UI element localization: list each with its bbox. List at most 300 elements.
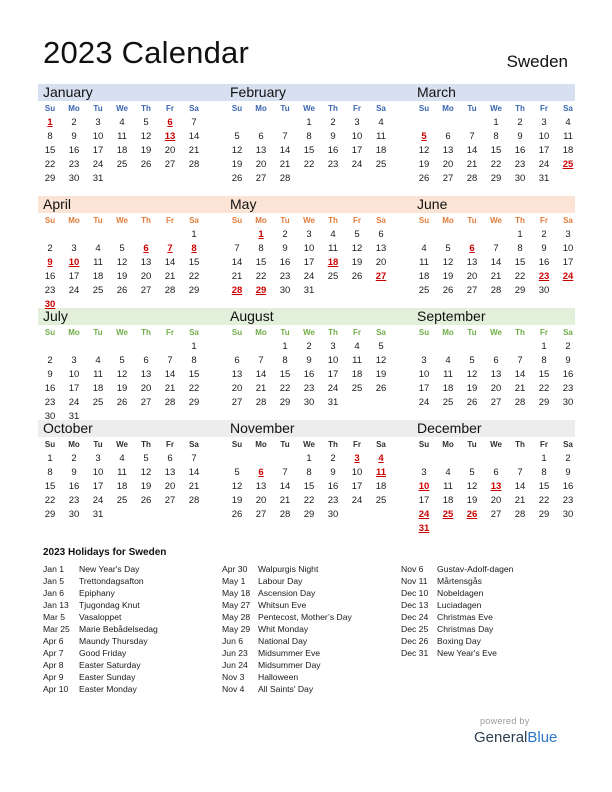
day-cell: 25 <box>327 271 339 282</box>
weekday-label: Tu <box>467 328 477 337</box>
day-cell: 22 <box>188 383 200 394</box>
holiday-row <box>43 623 218 635</box>
day-cell: 31 <box>92 509 104 520</box>
holiday-day-cell: 8 <box>191 243 197 254</box>
day-cell: 14 <box>279 481 291 492</box>
day-cell: 31 <box>68 411 80 422</box>
day-cell: 1 <box>191 341 197 352</box>
day-cell: 29 <box>538 509 550 520</box>
day-cell: 28 <box>188 495 200 506</box>
holiday-date: Dec 31 <box>401 648 429 658</box>
day-cell: 23 <box>303 383 315 394</box>
day-cell: 16 <box>68 145 80 156</box>
country-label: Sweden <box>506 52 568 71</box>
holiday-row <box>43 587 218 599</box>
day-cell: 28 <box>514 509 526 520</box>
holiday-name: Christmas Eve <box>437 612 493 622</box>
day-cell: 14 <box>514 369 526 380</box>
holiday-day-cell: 29 <box>255 285 267 296</box>
day-cell: 6 <box>445 131 451 142</box>
weekday-label: Fr <box>353 440 361 449</box>
month-name: September <box>417 308 486 324</box>
day-cell: 27 <box>164 495 176 506</box>
day-cell: 3 <box>95 117 101 128</box>
holiday-row <box>222 575 397 587</box>
day-cell: 24 <box>92 159 104 170</box>
weekday-label: Sa <box>563 216 573 225</box>
day-cell: 22 <box>255 271 267 282</box>
weekday-label: Fr <box>540 440 548 449</box>
weekday-label: Sa <box>189 104 199 113</box>
day-cell: 7 <box>517 467 523 478</box>
day-cell: 28 <box>188 159 200 170</box>
weekday-header <box>225 438 393 451</box>
day-cell: 14 <box>231 257 243 268</box>
holiday-date: Apr 30 <box>222 564 248 574</box>
weekday-label: Su <box>418 440 430 449</box>
day-cell: 22 <box>490 159 502 170</box>
day-cell: 20 <box>140 271 152 282</box>
holiday-row <box>222 587 397 599</box>
day-cell: 3 <box>421 467 427 478</box>
day-cell: 21 <box>466 159 478 170</box>
day-cell: 19 <box>375 369 387 380</box>
day-cell: 13 <box>231 369 243 380</box>
day-cell: 18 <box>418 271 430 282</box>
quarter-band <box>38 84 575 101</box>
month-name: November <box>230 420 295 436</box>
day-cell: 10 <box>68 369 80 380</box>
weekday-label: Mo <box>68 440 80 449</box>
day-cell: 22 <box>303 495 315 506</box>
holiday-date: Apr 9 <box>43 672 64 682</box>
day-cell: 13 <box>255 481 267 492</box>
holiday-day-cell: 11 <box>375 467 387 478</box>
holiday-day-cell: 13 <box>164 131 176 142</box>
brand-suffix: Blue <box>527 729 558 746</box>
day-cell: 11 <box>563 131 573 142</box>
day-cell: 6 <box>143 355 149 366</box>
day-cell: 11 <box>93 369 103 380</box>
day-cell: 12 <box>375 355 387 366</box>
holiday-row <box>43 575 218 587</box>
holiday-row <box>43 599 218 611</box>
day-cell: 14 <box>490 257 502 268</box>
weekday-label: We <box>303 216 315 225</box>
day-cell: 16 <box>562 481 574 492</box>
month-name: June <box>417 196 448 212</box>
holiday-date: Jun 6 <box>222 636 244 646</box>
day-cell: 31 <box>92 173 104 184</box>
day-cell: 27 <box>490 397 502 408</box>
weekday-header <box>38 438 206 451</box>
holiday-row <box>401 647 576 659</box>
day-cell: 2 <box>517 117 523 128</box>
day-cell: 24 <box>418 397 430 408</box>
weekday-header <box>38 102 206 115</box>
day-cell: 22 <box>538 383 550 394</box>
holiday-day-cell: 1 <box>258 229 264 240</box>
weekday-label: Su <box>418 104 430 113</box>
day-cell: 20 <box>255 159 267 170</box>
holiday-day-cell: 25 <box>562 159 574 170</box>
day-cell: 15 <box>538 481 550 492</box>
day-cell: 26 <box>116 397 128 408</box>
holiday-row <box>43 563 218 575</box>
holiday-day-cell: 9 <box>47 257 53 268</box>
day-cell: 6 <box>258 131 264 142</box>
day-cell: 13 <box>466 257 478 268</box>
holiday-name: Epiphany <box>79 588 115 598</box>
holiday-day-cell: 26 <box>466 509 478 520</box>
day-cell: 18 <box>116 145 128 156</box>
holiday-name: Walpurgis Night <box>258 564 319 574</box>
day-cell: 2 <box>565 453 571 464</box>
day-cell: 8 <box>47 131 53 142</box>
holiday-date: Apr 6 <box>43 636 64 646</box>
day-cell: 31 <box>303 285 315 296</box>
weekday-label: Fr <box>540 216 548 225</box>
day-cell: 27 <box>442 173 454 184</box>
day-cell: 8 <box>541 467 547 478</box>
day-cell: 14 <box>514 481 526 492</box>
day-cell: 27 <box>164 159 176 170</box>
generalblue-logo[interactable] <box>474 729 557 746</box>
day-cell: 2 <box>47 243 53 254</box>
holiday-column <box>222 563 397 695</box>
weekday-label: Sa <box>563 440 573 449</box>
weekday-label: Mo <box>255 216 267 225</box>
day-cell: 16 <box>562 369 574 380</box>
day-cell: 9 <box>282 243 288 254</box>
weekday-header <box>412 214 580 227</box>
day-cell: 7 <box>191 117 197 128</box>
day-cell: 3 <box>71 355 77 366</box>
day-cell: 21 <box>490 271 502 282</box>
day-cell: 10 <box>92 467 104 478</box>
day-cell: 18 <box>375 481 387 492</box>
day-cell: 16 <box>538 257 550 268</box>
weekday-header <box>225 102 393 115</box>
day-cell: 5 <box>378 341 384 352</box>
day-cell: 5 <box>234 467 240 478</box>
weekday-label: Su <box>231 104 243 113</box>
day-cell: 25 <box>116 495 128 506</box>
weekday-label: Sa <box>563 104 573 113</box>
day-cell: 29 <box>303 509 315 520</box>
day-cell: 9 <box>71 131 77 142</box>
day-cell: 27 <box>255 509 267 520</box>
holiday-date: May 27 <box>222 600 251 610</box>
day-cell: 7 <box>234 243 240 254</box>
quarter-band <box>38 196 575 213</box>
day-cell: 21 <box>279 495 291 506</box>
holiday-row <box>401 635 576 647</box>
holiday-name: Midsummer Eve <box>258 648 321 658</box>
holiday-date: Nov 11 <box>401 576 428 586</box>
month-name: May <box>230 196 257 212</box>
day-cell: 23 <box>68 159 80 170</box>
day-cell: 28 <box>255 397 267 408</box>
day-cell: 22 <box>303 159 315 170</box>
holiday-row <box>222 647 397 659</box>
weekday-label: Sa <box>189 328 199 337</box>
day-cell: 3 <box>565 229 571 240</box>
weekday-label: Th <box>515 216 525 225</box>
day-cell: 28 <box>164 285 176 296</box>
day-cell: 8 <box>191 355 197 366</box>
holiday-date: May 28 <box>222 612 251 622</box>
weekday-label: Th <box>141 440 151 449</box>
holiday-name: Tjugondag Knut <box>79 600 140 610</box>
weekday-label: Su <box>44 216 56 225</box>
day-cell: 19 <box>351 257 363 268</box>
day-cell: 19 <box>231 495 243 506</box>
weekday-label: Tu <box>93 440 103 449</box>
weekday-label: Sa <box>376 440 386 449</box>
holiday-column <box>401 563 576 659</box>
day-cell: 12 <box>466 481 478 492</box>
weekday-label: Mo <box>255 328 267 337</box>
day-cell: 25 <box>351 383 363 394</box>
day-cell: 30 <box>514 173 526 184</box>
holiday-date: May 1 <box>222 576 246 586</box>
day-cell: 11 <box>328 243 338 254</box>
holiday-date: Jun 24 <box>222 660 248 670</box>
holiday-date: Jan 1 <box>43 564 65 574</box>
weekday-label: Tu <box>93 328 103 337</box>
weekday-label: Th <box>141 104 151 113</box>
weekday-label: Mo <box>68 328 80 337</box>
weekday-label: Fr <box>166 104 174 113</box>
day-cell: 19 <box>418 159 430 170</box>
day-cell: 13 <box>375 243 387 254</box>
day-cell: 20 <box>442 159 454 170</box>
day-cell: 13 <box>140 369 152 380</box>
day-cell: 9 <box>330 467 336 478</box>
day-cell: 23 <box>562 495 574 506</box>
holiday-day-cell: 27 <box>375 271 387 282</box>
day-cell: 24 <box>327 383 339 394</box>
day-cell: 2 <box>71 453 77 464</box>
holiday-row <box>401 587 576 599</box>
day-cell: 11 <box>376 131 386 142</box>
day-cell: 4 <box>354 341 360 352</box>
weekday-label: Th <box>328 104 338 113</box>
weekday-label: Su <box>231 328 243 337</box>
day-cell: 7 <box>517 355 523 366</box>
day-cell: 9 <box>71 467 77 478</box>
holiday-name: Good Friday <box>79 648 127 658</box>
day-cell: 19 <box>466 383 478 394</box>
day-cell: 1 <box>541 453 547 464</box>
day-cell: 26 <box>231 173 243 184</box>
day-cell: 15 <box>303 145 315 156</box>
weekday-label: Tu <box>467 104 477 113</box>
day-cell: 21 <box>279 159 291 170</box>
day-cell: 5 <box>143 117 149 128</box>
day-cell: 1 <box>191 229 197 240</box>
day-cell: 11 <box>117 131 127 142</box>
holiday-date: Apr 7 <box>43 648 64 658</box>
weekday-label: Su <box>418 328 430 337</box>
day-cell: 12 <box>466 369 478 380</box>
day-cell: 5 <box>119 243 125 254</box>
day-cell: 14 <box>188 131 200 142</box>
day-cell: 4 <box>445 467 451 478</box>
day-cell: 25 <box>116 159 128 170</box>
day-cell: 1 <box>541 341 547 352</box>
holiday-day-cell: 10 <box>418 481 430 492</box>
day-cell: 15 <box>188 369 200 380</box>
day-cell: 21 <box>514 383 526 394</box>
weekday-label: Tu <box>280 328 290 337</box>
weekday-header <box>38 214 206 227</box>
day-cell: 6 <box>167 453 173 464</box>
day-cell: 21 <box>164 271 176 282</box>
holiday-date: May 29 <box>222 624 251 634</box>
weekday-label: Tu <box>280 440 290 449</box>
day-cell: 20 <box>466 271 478 282</box>
day-cell: 12 <box>116 369 128 380</box>
weekday-label: Fr <box>353 216 361 225</box>
day-cell: 16 <box>44 271 56 282</box>
day-cell: 9 <box>565 355 571 366</box>
day-cell: 16 <box>514 145 526 156</box>
weekday-header <box>412 102 580 115</box>
holiday-date: Nov 3 <box>222 672 245 682</box>
holiday-date: Mar 25 <box>43 624 70 634</box>
day-cell: 21 <box>231 271 243 282</box>
day-cell: 19 <box>140 481 152 492</box>
day-cell: 27 <box>140 397 152 408</box>
holiday-day-cell: 18 <box>327 257 339 268</box>
day-cell: 12 <box>140 131 152 142</box>
weekday-label: Th <box>328 328 338 337</box>
day-cell: 9 <box>330 131 336 142</box>
holiday-day-cell: 23 <box>538 271 550 282</box>
weekday-header <box>225 214 393 227</box>
day-cell: 27 <box>255 173 267 184</box>
holiday-name: National Day <box>258 636 308 646</box>
holiday-day-cell: 1 <box>47 117 53 128</box>
day-cell: 18 <box>442 495 454 506</box>
holiday-name: Whitsun Eve <box>258 600 307 610</box>
day-cell: 13 <box>442 145 454 156</box>
day-cell: 10 <box>92 131 104 142</box>
day-cell: 27 <box>231 397 243 408</box>
day-cell: 27 <box>140 285 152 296</box>
day-cell: 1 <box>493 117 499 128</box>
day-cell: 13 <box>140 257 152 268</box>
weekday-label: Su <box>231 440 243 449</box>
weekday-label: Fr <box>166 440 174 449</box>
weekday-label: Th <box>328 440 338 449</box>
day-cell: 22 <box>538 495 550 506</box>
holiday-date: Dec 10 <box>401 588 429 598</box>
day-cell: 11 <box>93 257 103 268</box>
day-cell: 5 <box>119 355 125 366</box>
holiday-name: Maundy Thursday <box>79 636 148 646</box>
day-cell: 30 <box>279 285 291 296</box>
day-cell: 20 <box>231 383 243 394</box>
day-cell: 17 <box>92 481 104 492</box>
holiday-name: Gustav-Adolf-dagen <box>437 564 514 574</box>
weekday-label: Su <box>44 440 56 449</box>
weekday-label: We <box>116 328 128 337</box>
day-cell: 18 <box>92 271 104 282</box>
day-cell: 15 <box>255 257 267 268</box>
day-cell: 6 <box>378 229 384 240</box>
day-cell: 20 <box>255 495 267 506</box>
day-cell: 18 <box>375 145 387 156</box>
day-cell: 16 <box>68 481 80 492</box>
day-cell: 18 <box>351 369 363 380</box>
holiday-date: Nov 4 <box>222 684 245 694</box>
day-cell: 4 <box>565 117 571 128</box>
day-cell: 26 <box>375 383 387 394</box>
day-cell: 9 <box>306 355 312 366</box>
holiday-row <box>43 671 218 683</box>
day-cell: 23 <box>68 495 80 506</box>
day-cell: 2 <box>282 229 288 240</box>
day-cell: 29 <box>188 285 200 296</box>
day-cell: 28 <box>514 397 526 408</box>
holiday-day-cell: 6 <box>258 467 264 478</box>
weekday-label: Mo <box>442 216 454 225</box>
holiday-date: Apr 8 <box>43 660 64 670</box>
day-cell: 14 <box>466 145 478 156</box>
day-cell: 8 <box>493 131 499 142</box>
quarter-band <box>38 420 575 437</box>
holiday-column <box>43 563 218 695</box>
weekday-label: Mo <box>255 440 267 449</box>
day-cell: 17 <box>68 271 80 282</box>
day-cell: 15 <box>279 369 291 380</box>
day-cell: 19 <box>116 383 128 394</box>
day-cell: 14 <box>164 369 176 380</box>
day-cell: 30 <box>562 509 574 520</box>
holiday-name: Midsummer Day <box>258 660 321 670</box>
quarter-band <box>38 308 575 325</box>
day-cell: 1 <box>306 453 312 464</box>
holiday-name: Vasaloppet <box>79 612 122 622</box>
weekday-label: Sa <box>376 216 386 225</box>
day-cell: 19 <box>231 159 243 170</box>
day-cell: 23 <box>327 159 339 170</box>
day-cell: 2 <box>330 453 336 464</box>
powered-by-text: powered by <box>480 716 530 726</box>
day-cell: 24 <box>68 285 80 296</box>
weekday-header <box>412 438 580 451</box>
day-cell: 23 <box>44 397 56 408</box>
day-cell: 26 <box>116 285 128 296</box>
day-cell: 24 <box>303 271 315 282</box>
day-cell: 9 <box>47 369 53 380</box>
day-cell: 25 <box>92 285 104 296</box>
day-cell: 19 <box>442 271 454 282</box>
holiday-date: Nov 6 <box>401 564 424 574</box>
holiday-day-cell: 4 <box>378 453 384 464</box>
holiday-date: Mar 5 <box>43 612 65 622</box>
day-cell: 8 <box>258 243 264 254</box>
day-cell: 6 <box>493 467 499 478</box>
holiday-row <box>222 683 397 695</box>
day-cell: 8 <box>306 467 312 478</box>
day-cell: 21 <box>164 383 176 394</box>
day-cell: 2 <box>306 341 312 352</box>
weekday-label: Su <box>418 216 430 225</box>
